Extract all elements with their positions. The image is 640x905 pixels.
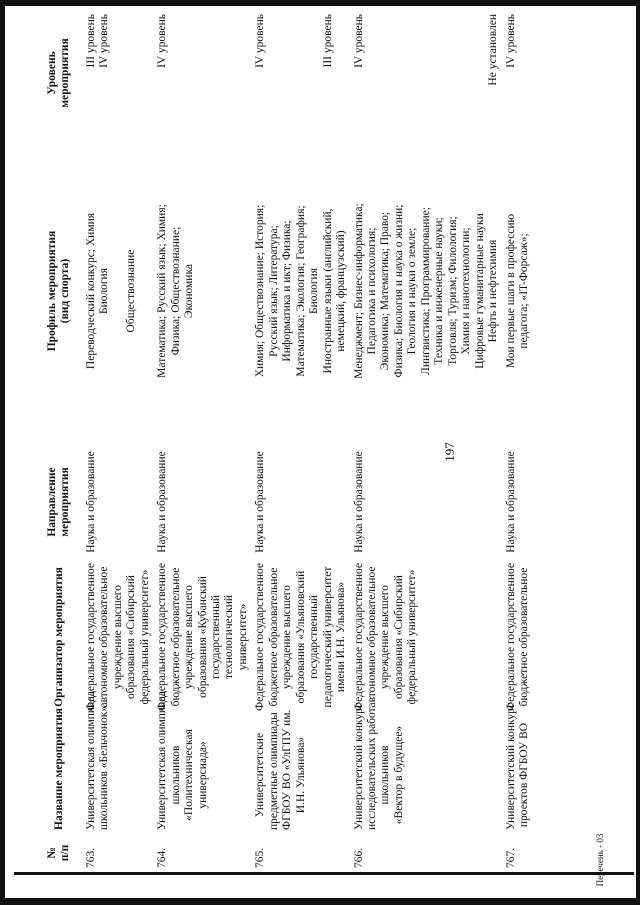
text-line: федеральный университет»: [138, 569, 151, 705]
text-line: бюджетное образовательное: [169, 567, 182, 707]
cell-num: 763.: [84, 847, 97, 868]
text-line: Нефть и нефтехимия: [487, 239, 500, 343]
text-line: Профиль мероприятия: [46, 230, 58, 352]
cell-level: [83, 10, 154, 136]
text-line: [460, 14, 473, 132]
text-line: [447, 14, 460, 132]
text-line: ФГБОУ ВО «УлГПУ им.: [281, 709, 294, 830]
header-profile: [40, 136, 83, 446]
text-line: Наука и образование: [84, 451, 97, 553]
text-line: Университетский конкурс: [352, 702, 365, 830]
bottom-rule: [14, 872, 634, 875]
footer-note: Перечень - 03: [595, 833, 605, 887]
table-row: [503, 10, 534, 872]
text-line: Не установлен: [487, 14, 500, 86]
text-line: педагога; «IT-Форсаж»;: [517, 233, 530, 349]
text-line: Физика; Обществознание;: [169, 226, 182, 356]
text-line: Экономика; Математика; Право;: [379, 211, 392, 371]
text-line: школьников: [379, 745, 392, 805]
text-line: [112, 140, 125, 442]
cell-profile: [351, 136, 503, 446]
text-line: Торговля; Туризм; Филология;: [446, 216, 459, 366]
cell-num: 766.: [352, 847, 365, 868]
text-line: Мои первые шаги в профессию: [504, 213, 517, 369]
cell-direction: [83, 446, 154, 558]
text-line: [268, 14, 281, 132]
cell-profile: [503, 136, 534, 446]
cell-event-name: [252, 709, 350, 834]
cell-num: 765.: [254, 847, 267, 868]
text-line: Информатика и икт; Физика;: [281, 220, 294, 362]
text-line: Русский язык; Литература;: [267, 225, 280, 357]
text-line: учреждение высшего: [183, 585, 196, 689]
text-line: Федеральное государственное: [254, 563, 267, 712]
text-line: Лингвистика; Программирование;: [419, 207, 432, 375]
text-line: Федеральное государственное: [156, 563, 169, 712]
text-line: педагогический университет: [321, 566, 334, 708]
text-line: Переводческий конкурс; Химия: [84, 212, 97, 370]
text-line: Университетские: [254, 732, 267, 818]
text-line: И.Н. Ульянова»: [294, 736, 307, 814]
text-line: технологический: [223, 595, 236, 680]
scan-edge-bottom: [0, 898, 640, 905]
text-line: немецкий, французский): [335, 230, 348, 352]
text-line: бюджетное образовательное: [517, 567, 530, 707]
cell-direction: [351, 446, 503, 558]
text-line: IV уровень: [98, 14, 111, 68]
text-line: образования «Кубанский: [196, 576, 209, 698]
text-line: Университетская олимпиада: [84, 690, 97, 830]
text-line: [406, 14, 419, 132]
text-line: Наука и образование: [504, 451, 517, 553]
header-direction: [40, 446, 83, 558]
text-line: бюджетное образовательное: [267, 567, 280, 707]
text-line: Федеральное государственное: [504, 563, 517, 712]
cell-num: 767.: [504, 847, 517, 868]
scan-edge-right: [636, 0, 640, 905]
page-number: 197: [442, 442, 457, 462]
cell-event-name: [351, 702, 503, 834]
text-line: Менеджмент; Бизнес-информатика;: [352, 203, 365, 379]
text-line: [308, 14, 321, 132]
text-line: Педагогика и психология;: [365, 227, 378, 355]
text-line: Цифровые гуманитарные науки: [473, 213, 486, 369]
events-table: [40, 10, 533, 872]
text-line: автономное образовательное: [365, 566, 378, 708]
text-line: Федеральное государственное: [84, 563, 97, 712]
cell-profile: [154, 136, 252, 446]
text-line: учреждение высшего: [111, 585, 124, 689]
table-body: [83, 10, 534, 872]
text-line: [474, 14, 487, 132]
text-line: образования «Ульяновский: [294, 570, 307, 704]
text-line: Математика; Экология; География;: [294, 205, 307, 377]
text-line: образования «Сибирский: [125, 575, 138, 699]
text-line: федеральный университет»: [406, 569, 419, 705]
scan-edge-top: [0, 0, 640, 6]
cell-profile: [252, 136, 350, 446]
text-line: №: [46, 847, 58, 859]
text-line: IV уровень: [504, 14, 517, 68]
text-line: имени И.Н. Ульянова»: [335, 581, 348, 693]
text-line: [379, 14, 392, 132]
cell-organizer: [83, 558, 154, 716]
header-name: [40, 708, 83, 834]
text-line: [281, 14, 294, 132]
text-line: [433, 14, 446, 132]
text-line: Экономика: [183, 264, 196, 318]
table-row: [351, 10, 503, 872]
table-row: [83, 10, 154, 872]
text-line: Обществознание: [125, 249, 138, 333]
text-line: мероприятия: [59, 467, 72, 537]
text-line: IV уровень: [352, 14, 365, 68]
text-line: Уровень: [46, 51, 58, 95]
cell-event-name: [83, 690, 154, 834]
text-line: проектов ФГБОУ ВО: [517, 722, 530, 828]
cell-direction: [154, 446, 252, 558]
text-line: Техника и инженерные науки;: [433, 217, 446, 365]
text-line: Иностранные языки (английский,: [321, 208, 334, 374]
text-line: (вид спорта): [59, 258, 72, 324]
text-line: мероприятия: [59, 38, 72, 108]
text-line: Организатор мероприятия: [52, 567, 65, 707]
text-line: Направление: [46, 467, 58, 537]
events-table-rotated: [40, 10, 625, 872]
text-line: IV уровень: [156, 14, 169, 68]
text-line: университет»: [236, 603, 249, 671]
cell-direction: [252, 446, 350, 558]
text-line: государственный: [308, 595, 321, 679]
table-header-row: [40, 10, 83, 872]
text-line: Университетский конкурс: [504, 702, 517, 830]
table-row: [252, 10, 350, 872]
text-line: учреждение высшего: [379, 585, 392, 689]
text-line: Физика; Биология и наука о жизни;: [392, 204, 405, 378]
text-line: Федеральное государственное: [352, 563, 365, 712]
text-line: универсиада»: [196, 741, 209, 809]
cell-profile: [83, 136, 154, 446]
cell-level: [252, 10, 350, 136]
text-line: IV уровень: [254, 14, 267, 68]
cell-organizer: [351, 558, 503, 716]
cell-organizer: [503, 558, 534, 716]
text-line: п/п: [59, 844, 72, 862]
table-row: [154, 10, 252, 872]
text-line: [295, 14, 308, 132]
text-line: Наука и образование: [156, 451, 169, 553]
cell-direction: [503, 446, 534, 558]
text-line: «Политехническая: [183, 729, 196, 821]
text-line: школьников: [169, 745, 182, 805]
text-line: образования «Сибирский: [392, 575, 405, 699]
header-level: [40, 10, 83, 136]
text-line: Химия и нанотехнологии;: [460, 227, 473, 355]
events-table-frame: [40, 10, 625, 872]
header-num: [40, 834, 83, 872]
text-line: Биология: [98, 268, 111, 315]
cell-level: [503, 10, 534, 136]
text-line: школьников «Бельчонок»: [98, 705, 111, 830]
text-line: [420, 14, 433, 132]
text-line: [366, 14, 379, 132]
header-organizer: [40, 558, 83, 716]
cell-level: [154, 10, 252, 136]
text-line: учреждение высшего: [281, 585, 294, 689]
cell-organizer: [154, 558, 252, 716]
text-line: автономное образовательное: [98, 566, 111, 708]
text-line: «Вектор в будущее»: [392, 725, 405, 825]
text-line: III уровень: [84, 14, 97, 68]
text-line: Наука и образование: [352, 451, 365, 553]
cell-num: 764.: [156, 847, 169, 868]
text-line: исследовательских работ: [365, 707, 378, 830]
scan-edge-left: [0, 0, 5, 905]
text-line: Геология и науки о земле;: [406, 227, 419, 355]
text-line: Название мероприятия: [52, 708, 65, 830]
text-line: Биология: [308, 268, 321, 315]
cell-event-name: [154, 690, 252, 834]
text-line: государственный: [209, 595, 222, 679]
text-line: Наука и образование: [254, 451, 267, 553]
text-line: III уровень: [321, 14, 334, 68]
cell-organizer: [252, 558, 350, 716]
text-line: предметные олимпиады: [267, 712, 280, 830]
cell-event-name: [503, 702, 534, 834]
text-line: [393, 14, 406, 132]
text-line: Химия; Обществознание; История;: [254, 204, 267, 378]
cell-level: [351, 10, 503, 136]
text-line: Университетская олимпиада: [156, 690, 169, 830]
text-line: Математика; Русский язык; Химия;: [156, 204, 169, 378]
